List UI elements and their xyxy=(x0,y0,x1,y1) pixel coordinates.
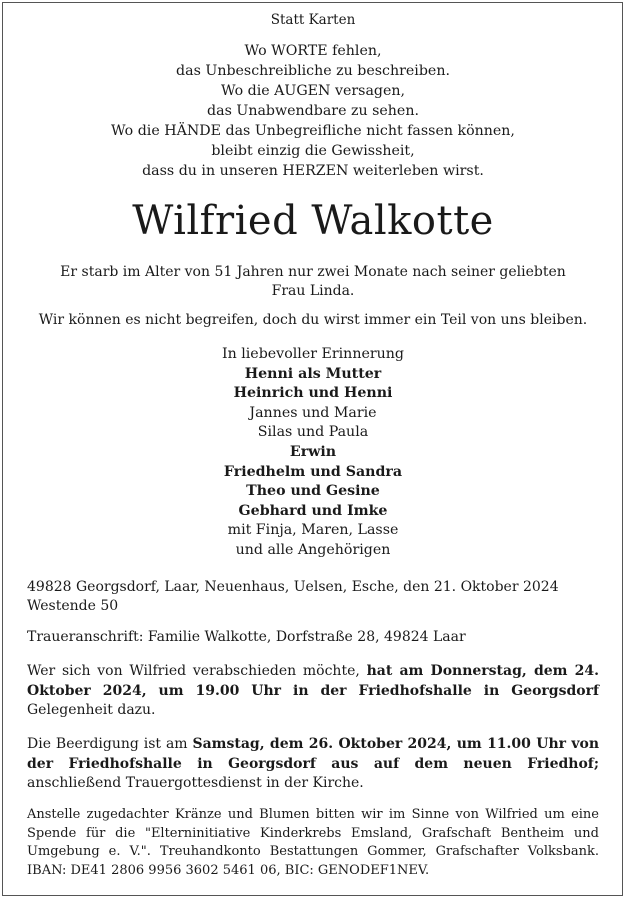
farewell-text: Wer sich von Wilfried verabschieden möchte, xyxy=(27,663,367,679)
poem-line: Wo WORTE fehlen, xyxy=(244,43,382,59)
mourner-line: und alle Angehörigen xyxy=(235,542,391,558)
poem-line: das Unabwendbare zu sehen. xyxy=(207,103,419,119)
intro-line: Er starb im Alter von 51 Jahren nur zwei Monate nach seiner geliebten xyxy=(60,264,566,280)
mourner-line: Erwin xyxy=(289,444,337,460)
funeral-text: anschließend Trauergottesdienst in der Kirche. xyxy=(27,775,364,791)
mourner-line: Jannes und Marie xyxy=(249,404,377,421)
farewell-text: Gelegenheit dazu. xyxy=(27,702,156,718)
poem-line: dass du in unseren HERZEN weiterleben wirst. xyxy=(142,163,484,179)
mourner-line: Theo und Gesine xyxy=(246,483,380,500)
farewell-paragraph xyxy=(27,662,599,721)
address-line: Westende 50 xyxy=(27,598,119,614)
mourner-line: Heinrich und Henni xyxy=(233,385,393,402)
farewell-time: hat am Donnerstag, dem 24. Oktober 2024, um 19.00 Uhr in der Friedhofshalle in Georgsdorf xyxy=(27,663,600,699)
mourner-line: mit Finja, Maren, Lasse xyxy=(227,522,399,539)
mourner-line: Silas und Paula xyxy=(257,424,369,441)
poem-line: Wo die AUGEN versagen, xyxy=(220,83,406,99)
mourner-line: Henni als Mutter xyxy=(244,365,382,382)
address-line: 49828 Georgsdorf, Laar, Neuenhaus, Uelsen, Esche, den 21. Oktober 2024 xyxy=(27,579,559,595)
donation-paragraph: Anstelle zugedachter Kränze und Blumen bitten wir im Sinne von Wilfried um eine Spende für die "Elterninitiative Kinderkrebs Emsland, Grafschaft Bentheim und Umgebung e. V.". Treuhandkonto Bestattungen Gommer, Grafschafter Volksbank. IBAN: DE41 2806 9956 3602 5461 06, BIC: GENODEF1NEV. xyxy=(27,807,599,878)
traueranschrift: Traueranschrift: Familie Walkotte, Dorfstraße 28, 49824 Laar xyxy=(27,629,466,645)
poem-line: bleibt einzig die Gewissheit, xyxy=(211,143,415,159)
poem-line: Wo die HÄNDE das Unbegreifliche nicht fassen können, xyxy=(111,123,515,139)
header-statt-karten: Statt Karten xyxy=(270,12,356,28)
intro-line: Wir können es nicht begreifen, doch du wirst immer ein Teil von uns bleiben. xyxy=(38,312,588,328)
mourner-line: Friedhelm und Sandra xyxy=(223,463,403,480)
mourner-line: In liebevoller Erinnerung xyxy=(221,346,404,362)
funeral-time: Samstag, dem 26. Oktober 2024, um 11.00 Uhr von der Friedhofshalle in Georgsdorf aus auf dem neuen Friedhof; xyxy=(27,736,599,772)
intro-line: Frau Linda. xyxy=(271,283,355,299)
funeral-paragraph xyxy=(27,735,599,794)
mourner-line: Gebhard und Imke xyxy=(238,502,388,519)
poem-line: das Unbeschreibliche zu beschreiben. xyxy=(176,63,450,79)
funeral-text: Die Beerdigung ist am xyxy=(27,736,193,752)
deceased-name: Wilfried Walkotte xyxy=(132,198,494,244)
